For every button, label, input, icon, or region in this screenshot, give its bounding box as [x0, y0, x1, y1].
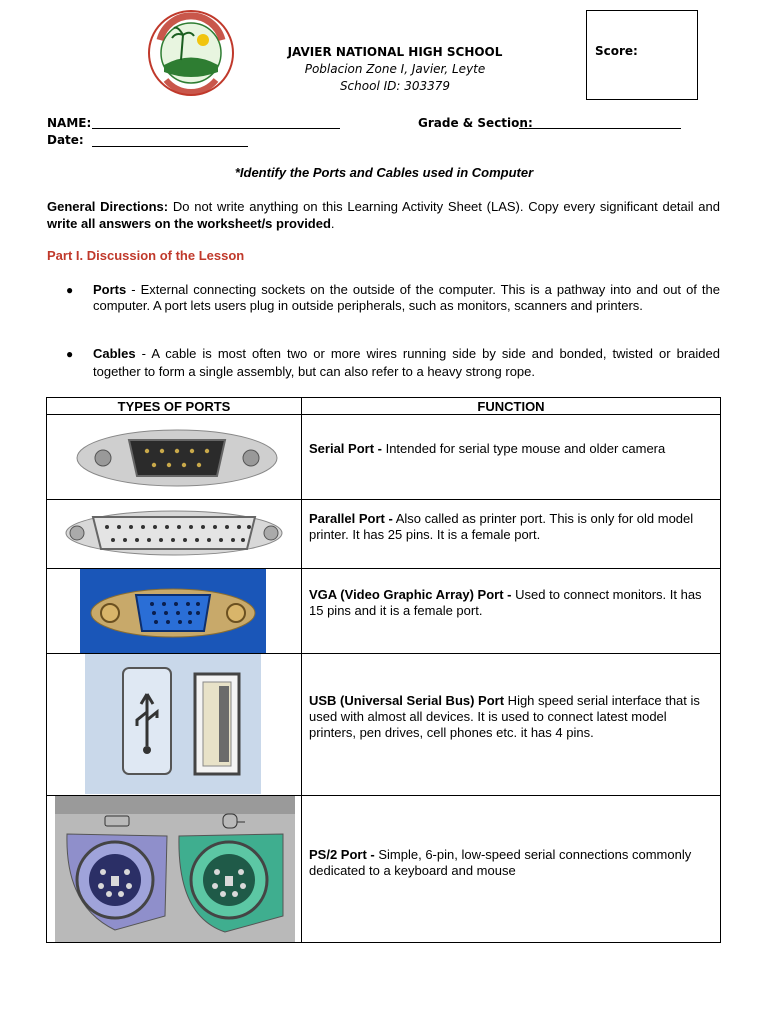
- name-label: NAME:: [47, 116, 92, 130]
- port-desc: Used to connect monitors. It has 15 pins and it is a female port.: [309, 587, 702, 618]
- header-function: FUNCTION: [477, 399, 545, 414]
- port-name: PS/2 Port -: [309, 847, 375, 862]
- serial-port-function: [309, 441, 714, 457]
- port-desc: Simple, 6-pin, low-speed serial connections commonly dedicated to a keyboard and mouse: [309, 847, 692, 878]
- port-desc: Intended for serial type mouse and older camera: [381, 441, 666, 456]
- port-name: VGA (Video Graphic Array) Port -: [309, 587, 512, 602]
- row-divider: [47, 499, 720, 500]
- worksheet-title: *Identify the Ports and Cables used in Computer: [234, 165, 534, 180]
- header-types-of-ports: TYPES OF PORTS: [47, 399, 301, 414]
- date-field[interactable]: [92, 146, 248, 147]
- date-label: Date:: [47, 133, 84, 147]
- score-label: Score:: [595, 44, 638, 58]
- bullet-cables: [93, 345, 720, 381]
- bullet-text: - A cable is most often two or more wires running side by side and bonded, twisted or braided together to form a single assembly, but can also refer to a heavy strong rope.: [93, 346, 720, 379]
- school-id: School ID: 303379: [339, 79, 451, 93]
- ps2-port-function: [309, 847, 714, 879]
- score-box[interactable]: [586, 10, 698, 100]
- ports-table: [46, 397, 721, 943]
- parallel-port-image: [63, 502, 285, 564]
- port-desc: High speed serial interface that is used with almost all devices. It is used to connect latest model printers, pen drives, cell phones etc. it has 4 pins.: [309, 693, 700, 740]
- school-name: JAVIER NATIONAL HIGH SCHOOL: [287, 45, 503, 59]
- usb-port-function: [309, 693, 714, 741]
- column-divider: [301, 398, 302, 942]
- bullet-text: - External connecting sockets on the outside of the computer. This is a pathway into and out of the computer. A port lets users plug in outside peripherals, such as monitors, scanners and printers.: [93, 282, 720, 313]
- port-name: USB (Universal Serial Bus) Port: [309, 693, 505, 708]
- general-directions: [47, 198, 720, 232]
- usb-port-image: [85, 654, 261, 794]
- school-address: Poblacion Zone I, Javier, Leyte: [304, 62, 486, 76]
- serial-port-image: [57, 416, 297, 498]
- bullet-ports: [93, 282, 720, 314]
- grade-field[interactable]: [519, 128, 681, 129]
- vga-port-function: [309, 587, 714, 619]
- bullet-dot: ●: [66, 347, 74, 361]
- port-name: Parallel Port -: [309, 511, 393, 526]
- directions-text: Do not write anything on this Learning Activity Sheet (LAS). Copy every significant detail and: [168, 199, 720, 214]
- part-heading: Part I. Discussion of the Lesson: [47, 248, 245, 263]
- port-name: Serial Port -: [309, 441, 382, 456]
- bullet-term: Cables: [93, 346, 136, 361]
- directions-bold: write all answers on the worksheet/s provided: [47, 216, 331, 231]
- school-logo: [148, 10, 234, 96]
- vga-port-image: [80, 569, 266, 653]
- directions-end: .: [330, 216, 335, 231]
- name-field[interactable]: [92, 128, 340, 129]
- ps2-port-image: [55, 796, 295, 942]
- grade-label: Grade & Section:: [418, 116, 533, 130]
- bullet-term: Ports: [93, 282, 127, 297]
- parallel-port-function: [309, 511, 714, 543]
- header-divider: [47, 414, 720, 415]
- port-desc: Also called as printer port. This is only for old model printer. It has 25 pins. It is a female port.: [309, 511, 694, 542]
- directions-label: General Directions:: [47, 199, 169, 214]
- bullet-dot: ●: [66, 283, 74, 297]
